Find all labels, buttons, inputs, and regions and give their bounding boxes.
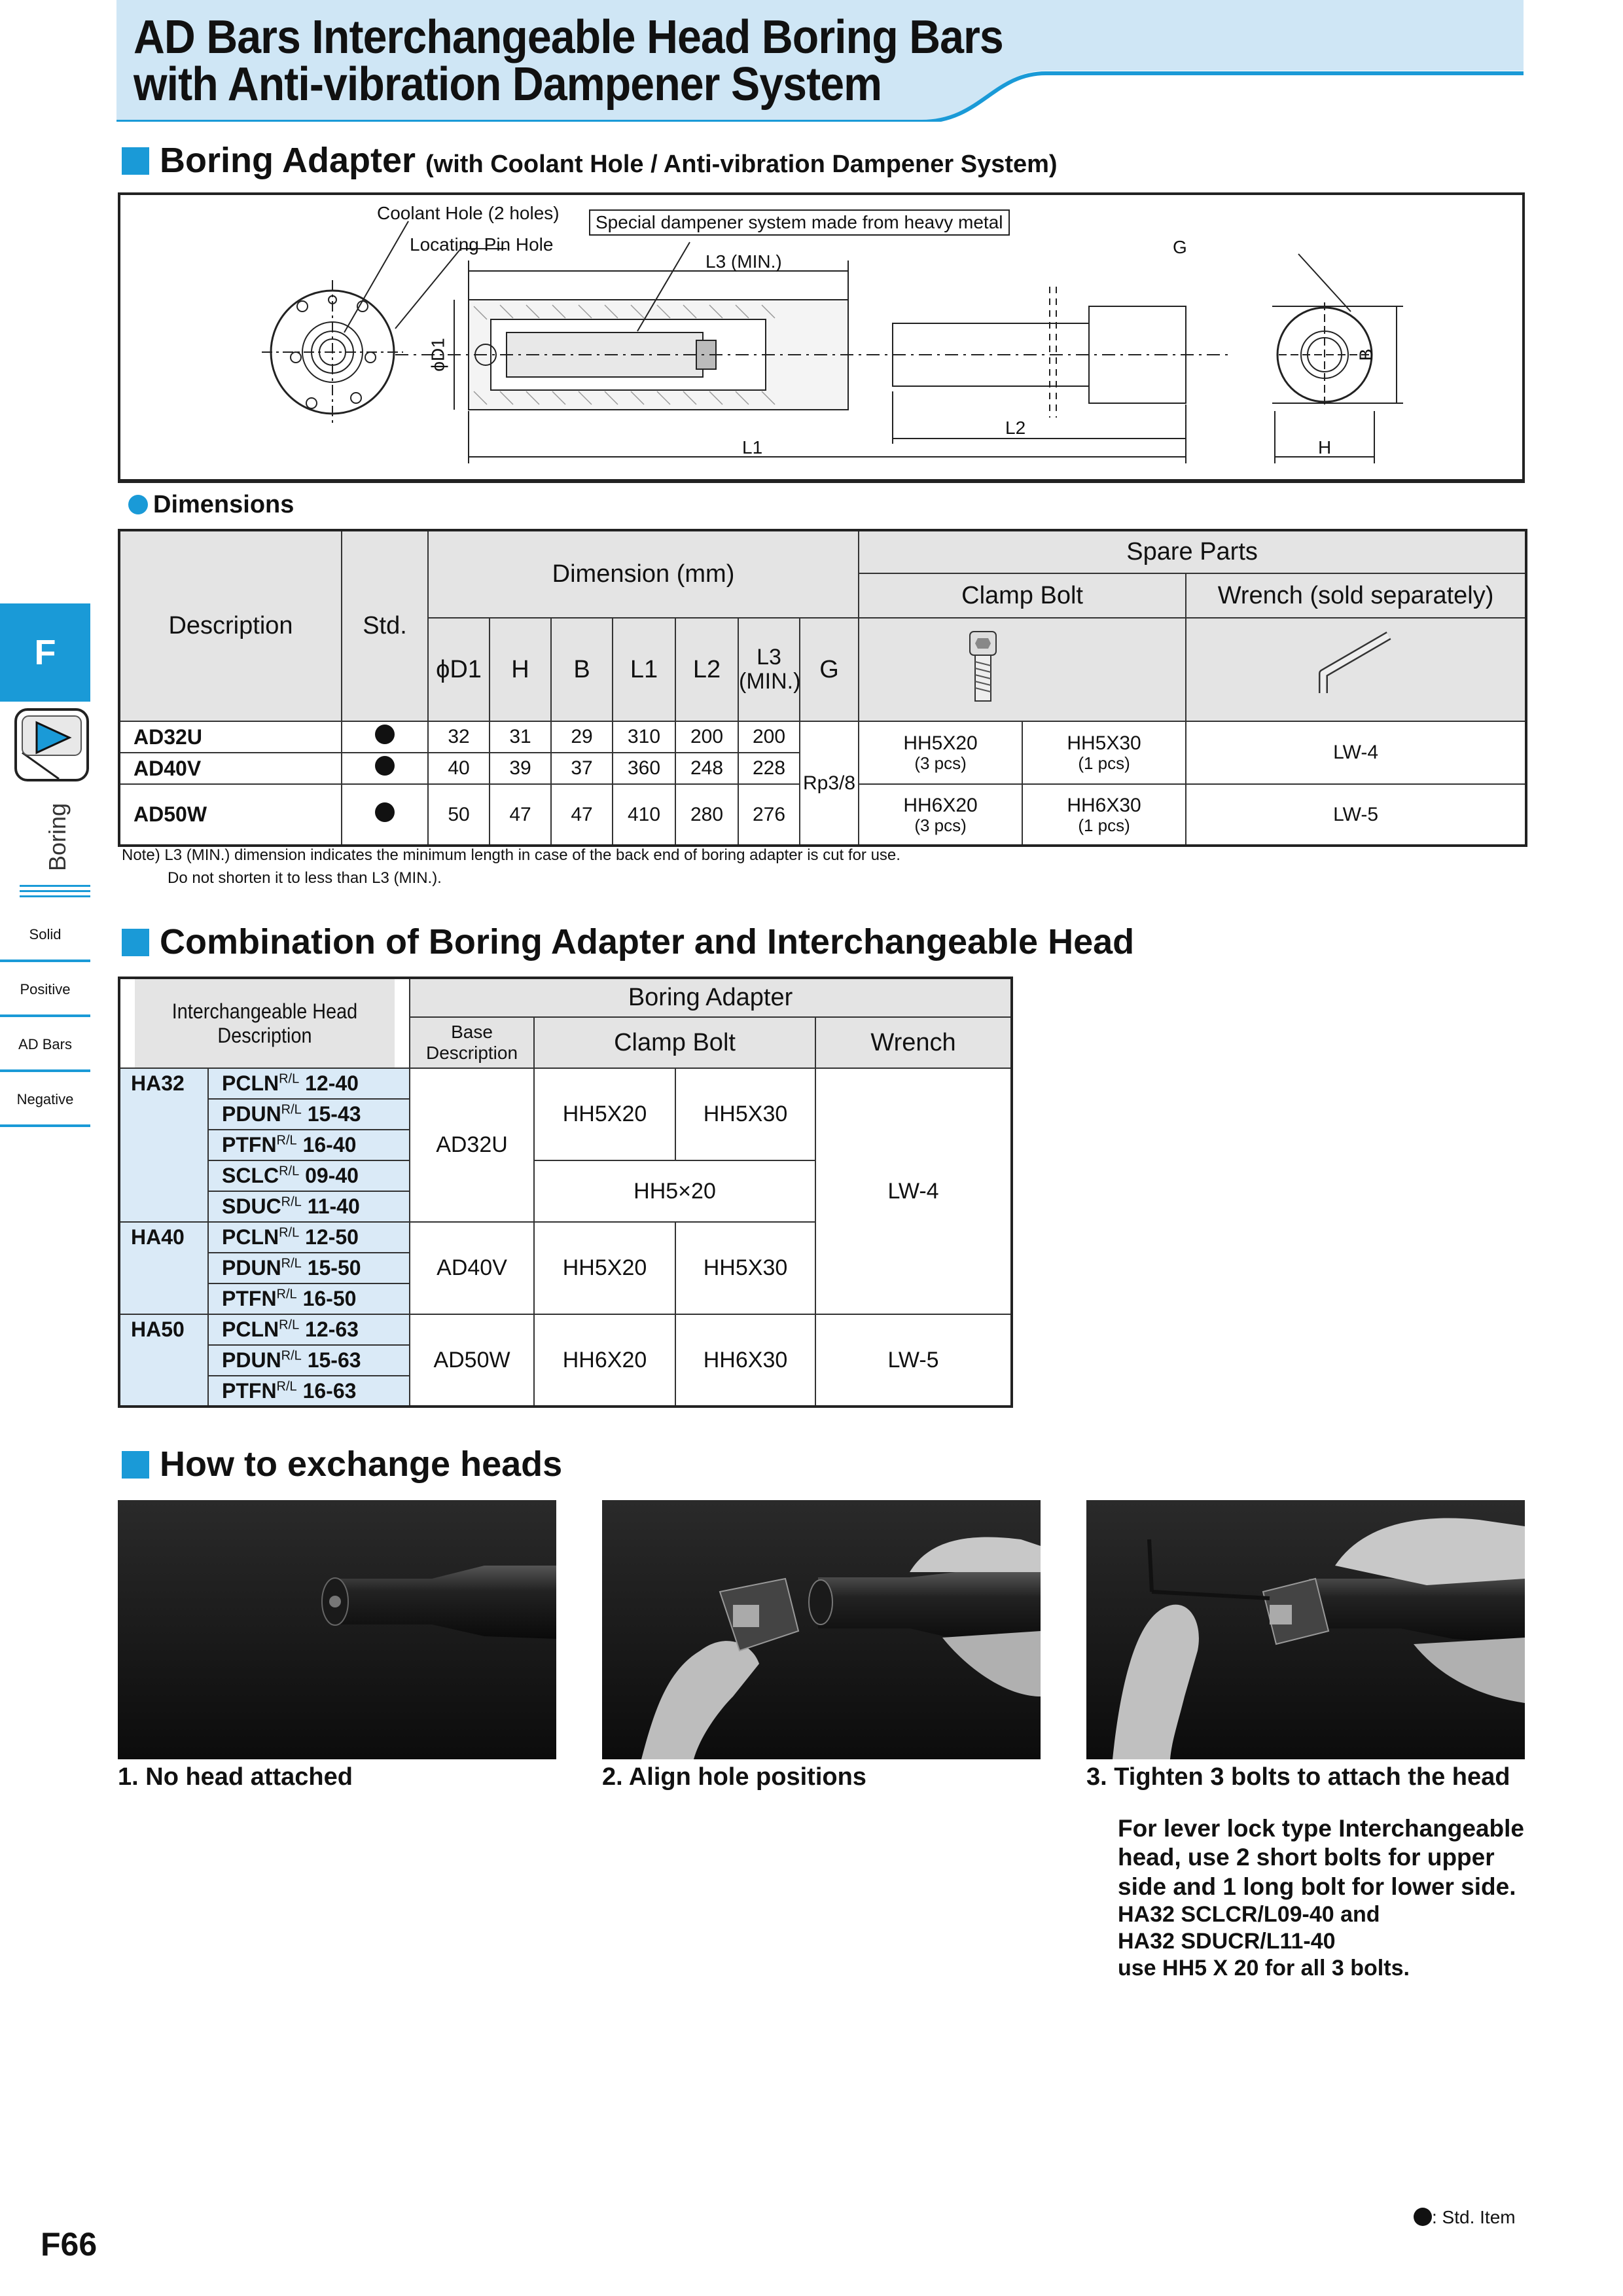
col-clamp-bolt: Clamp Bolt (534, 1017, 815, 1068)
page-title-line1: AD Bars Interchangeable Head Boring Bars (134, 11, 1003, 63)
head-code: PCLN (222, 1225, 279, 1249)
cell-wrench-a: LW-4 (1186, 721, 1526, 784)
head-item (208, 1376, 410, 1407)
head-item (208, 1191, 410, 1222)
bolt-a2: HH5X30 (1067, 732, 1141, 755)
wrench-lw5: LW-5 (815, 1314, 1012, 1407)
cell-l3: 276 (738, 784, 800, 846)
bolt-b1-qty: (3 pcs) (914, 815, 967, 835)
col-b: B (551, 618, 613, 721)
base-ad32u: AD32U (410, 1068, 534, 1222)
base-ad40v: AD40V (410, 1222, 534, 1314)
head-size: 15-43 (307, 1102, 361, 1126)
note-line: HA32 SDUCR/L11-40 (1118, 1928, 1336, 1954)
col-ih-desc: Interchangeable Head Description (134, 978, 395, 1068)
head-size: 16-63 (302, 1378, 357, 1403)
bolt-b2: HH6X30 (1067, 794, 1141, 816)
col-g: G (800, 618, 859, 721)
cell-h: 31 (490, 721, 551, 753)
dimensions-note (122, 844, 901, 890)
cell-l1: 410 (613, 784, 675, 846)
std-legend (1414, 2207, 1516, 2228)
cell-d1: 32 (428, 721, 490, 753)
cell-l1: 360 (613, 753, 675, 784)
col-d1: ϕD1 (428, 618, 490, 721)
bolt-b2-qty: (1 pcs) (1078, 815, 1130, 835)
bolt-a2: HH5X30 (675, 1068, 815, 1160)
wrench-lw4: LW-4 (815, 1068, 1012, 1314)
std-legend-text: : Std. Item (1432, 2207, 1516, 2227)
dimensions-heading (128, 491, 294, 519)
side-tab-solid[interactable]: Solid (0, 910, 90, 962)
d1-label: ϕD1 (427, 338, 448, 372)
head-code: PTFN (222, 1287, 277, 1310)
head-item (208, 1345, 410, 1376)
head-code: PDUN (222, 1256, 281, 1280)
group-ha32: HA32 (119, 1068, 208, 1222)
head-code: PDUN (222, 1348, 281, 1372)
head-code: SDUC (222, 1194, 281, 1218)
wrench-icon-cell (1186, 618, 1526, 721)
dimensions-title: Dimensions (153, 491, 294, 518)
head-size: 11-40 (307, 1194, 360, 1218)
bolt-b1: HH5X20 (534, 1222, 675, 1314)
std-dot-icon (375, 756, 395, 776)
rl-mark: R/L (281, 1102, 302, 1117)
side-tab-negative[interactable]: Negative (0, 1075, 90, 1127)
head-code: PTFN (222, 1133, 277, 1157)
boring-label: Boring (44, 802, 71, 872)
bolt-a1: HH5X20 (534, 1068, 675, 1160)
cell-bolt-a2 (1022, 721, 1186, 784)
boring-category-icon (13, 707, 90, 783)
square-bullet-icon (122, 1451, 149, 1479)
head-code: PCLN (222, 1071, 279, 1095)
cell-d1: 50 (428, 784, 490, 846)
bolt-a1: HH5X20 (903, 732, 978, 755)
rl-mark: R/L (281, 1348, 302, 1363)
round-bullet-icon (128, 495, 148, 514)
side-tab-positive[interactable]: Positive (0, 965, 90, 1017)
note-line: For lever lock type Interchangeable (1118, 1815, 1524, 1842)
bolt-mid: HH5×20 (534, 1160, 815, 1222)
side-divider (20, 890, 90, 892)
rl-mark: R/L (279, 1318, 300, 1333)
head-item (208, 1099, 410, 1130)
row-desc: AD50W (119, 784, 342, 846)
l2-label: L2 (1005, 418, 1026, 438)
head-size: 12-40 (305, 1071, 359, 1095)
head-item (208, 1222, 410, 1253)
photo-tighten-bolts (1086, 1500, 1525, 1759)
std-mark (342, 784, 428, 846)
rl-mark: R/L (279, 1225, 300, 1240)
std-mark (342, 753, 428, 784)
head-code: PTFN (222, 1378, 277, 1403)
exchange-title: How to exchange heads (160, 1444, 563, 1484)
cell-l2: 200 (675, 721, 738, 753)
locating-pin-hole-label: Locating Pin Hole (410, 234, 554, 255)
note-line: side and 1 long bolt for lower side. (1118, 1873, 1516, 1900)
col-wrench: Wrench (sold separately) (1186, 573, 1526, 618)
l1-label: L1 (742, 437, 763, 457)
exchange-heading (122, 1444, 562, 1484)
g-label: G (1173, 237, 1187, 257)
group-ha40: HA40 (119, 1222, 208, 1314)
head-code: PDUN (222, 1102, 281, 1126)
row-desc: AD32U (119, 721, 342, 753)
dimensions-table (118, 529, 1527, 847)
boring-label-wrap (38, 791, 77, 882)
head-code: SCLC (222, 1164, 279, 1187)
col-wrench: Wrench (815, 1017, 1012, 1068)
col-l2: L2 (675, 618, 738, 721)
head-size: 15-63 (307, 1348, 361, 1372)
head-item (208, 1314, 410, 1345)
dampener-label: Special dampener system made from heavy metal (589, 209, 1010, 236)
cell-l2: 248 (675, 753, 738, 784)
head-size: 12-63 (305, 1318, 359, 1341)
note-line: head, use 2 short bolts for upper (1118, 1844, 1495, 1871)
cell-b: 37 (551, 753, 613, 784)
col-boring-adapter: Boring Adapter (410, 978, 1012, 1017)
note-line: use HH5 X 20 for all 3 bolts. (1118, 1955, 1410, 1981)
coolant-hole-label: Coolant Hole (2 holes) (377, 203, 560, 223)
rl-mark: R/L (281, 1256, 302, 1271)
std-dot-icon (375, 725, 395, 744)
note-line2: Do not shorten it to less than L3 (MIN.). (168, 869, 442, 887)
caption-step1: 1. No head attached (118, 1763, 353, 1791)
boring-adapter-heading (122, 140, 1058, 181)
cell-b: 29 (551, 721, 613, 753)
std-dot-icon (1414, 2208, 1432, 2226)
bolt-icon (957, 628, 1009, 706)
cell-d1: 40 (428, 753, 490, 784)
col-h: H (490, 618, 551, 721)
h-label: H (1318, 437, 1332, 457)
caption-step3: 3. Tighten 3 bolts to attach the head (1086, 1763, 1510, 1791)
cell-l1: 310 (613, 721, 675, 753)
page-number: F66 (41, 2226, 98, 2263)
photo-no-head (118, 1500, 556, 1759)
rl-mark: R/L (279, 1071, 300, 1086)
lever-lock-note (1118, 1814, 1537, 1982)
cell-b: 47 (551, 784, 613, 846)
cell-bolt-b2 (1022, 784, 1186, 846)
side-divider (20, 895, 90, 897)
col-l1: L1 (613, 618, 675, 721)
col-l3-b: (MIN.) (739, 669, 801, 694)
boring-adapter-title: Boring Adapter (160, 141, 416, 180)
hex-wrench-icon (1310, 628, 1402, 706)
base-ad50w: AD50W (410, 1314, 534, 1407)
std-dot-icon (375, 802, 395, 822)
rl-mark: R/L (276, 1378, 297, 1393)
bolt-a2-qty: (1 pcs) (1078, 753, 1130, 774)
page-header (116, 0, 1524, 122)
l3-label: L3 (MIN.) (705, 251, 782, 272)
col-base-desc: Base Description (410, 1017, 534, 1068)
square-bullet-icon (122, 147, 149, 175)
cell-wrench-b: LW-5 (1186, 784, 1526, 846)
side-tab-ad-bars[interactable]: AD Bars (0, 1020, 90, 1072)
col-std: Std. (342, 530, 428, 721)
col-clamp-bolt: Clamp Bolt (859, 573, 1186, 618)
square-bullet-icon (122, 929, 149, 956)
head-item (208, 1160, 410, 1191)
col-l3-a: L3 (757, 644, 781, 670)
bolt-a1-qty: (3 pcs) (914, 753, 967, 774)
page-title-line2: with Anti-vibration Dampener System (134, 58, 882, 111)
head-item (208, 1130, 410, 1160)
bolt-b1: HH6X20 (903, 794, 978, 816)
boring-adapter-drawing (118, 192, 1525, 483)
cell-l3: 200 (738, 721, 800, 753)
combination-heading (122, 922, 1134, 962)
head-size: 16-40 (302, 1133, 357, 1157)
cell-h: 39 (490, 753, 551, 784)
head-size: 12-50 (305, 1225, 359, 1249)
group-ha50: HA50 (119, 1314, 208, 1407)
side-divider (20, 885, 90, 887)
section-tab-f[interactable]: F (0, 603, 90, 702)
bolt-b2: HH5X30 (675, 1222, 815, 1314)
cell-l2: 280 (675, 784, 738, 846)
note-line: HA32 SCLCR/L09-40 and (1118, 1902, 1380, 1928)
std-mark (342, 721, 428, 753)
rl-mark: R/L (276, 1133, 297, 1148)
rl-mark: R/L (276, 1287, 297, 1302)
head-size: 09-40 (305, 1164, 359, 1187)
boring-adapter-subtitle: (with Coolant Hole / Anti-vibration Dampener System) (425, 151, 1058, 178)
head-item (208, 1253, 410, 1283)
cell-g: Rp3/8 (800, 721, 859, 846)
head-size: 16-50 (302, 1287, 357, 1310)
cell-h: 47 (490, 784, 551, 846)
head-code: PCLN (222, 1318, 279, 1341)
rl-mark: R/L (279, 1164, 300, 1179)
head-item (208, 1283, 410, 1314)
caption-step2: 2. Align hole positions (602, 1763, 866, 1791)
note-line1: Note) L3 (MIN.) dimension indicates the minimum length in case of the back end of boring adapter is cut for use. (122, 846, 901, 864)
cell-bolt-b1 (859, 784, 1022, 846)
rl-mark: R/L (281, 1194, 302, 1210)
cell-bolt-a1 (859, 721, 1022, 784)
combination-table (118, 977, 1013, 1408)
col-dimension: Dimension (mm) (428, 530, 859, 618)
head-size: 15-50 (307, 1256, 361, 1280)
head-item (208, 1068, 410, 1099)
bolt-c1: HH6X20 (534, 1314, 675, 1407)
clamp-bolt-icon-cell (859, 618, 1186, 721)
b-label: B (1355, 348, 1376, 361)
col-l3 (738, 618, 800, 721)
photo-align-holes (602, 1500, 1041, 1759)
col-spare-parts: Spare Parts (859, 530, 1526, 573)
row-desc: AD40V (119, 753, 342, 784)
col-description: Description (119, 530, 342, 721)
cell-l3: 228 (738, 753, 800, 784)
combination-title: Combination of Boring Adapter and Interchangeable Head (160, 922, 1135, 961)
technical-drawing (120, 195, 1522, 479)
bolt-c2: HH6X30 (675, 1314, 815, 1407)
